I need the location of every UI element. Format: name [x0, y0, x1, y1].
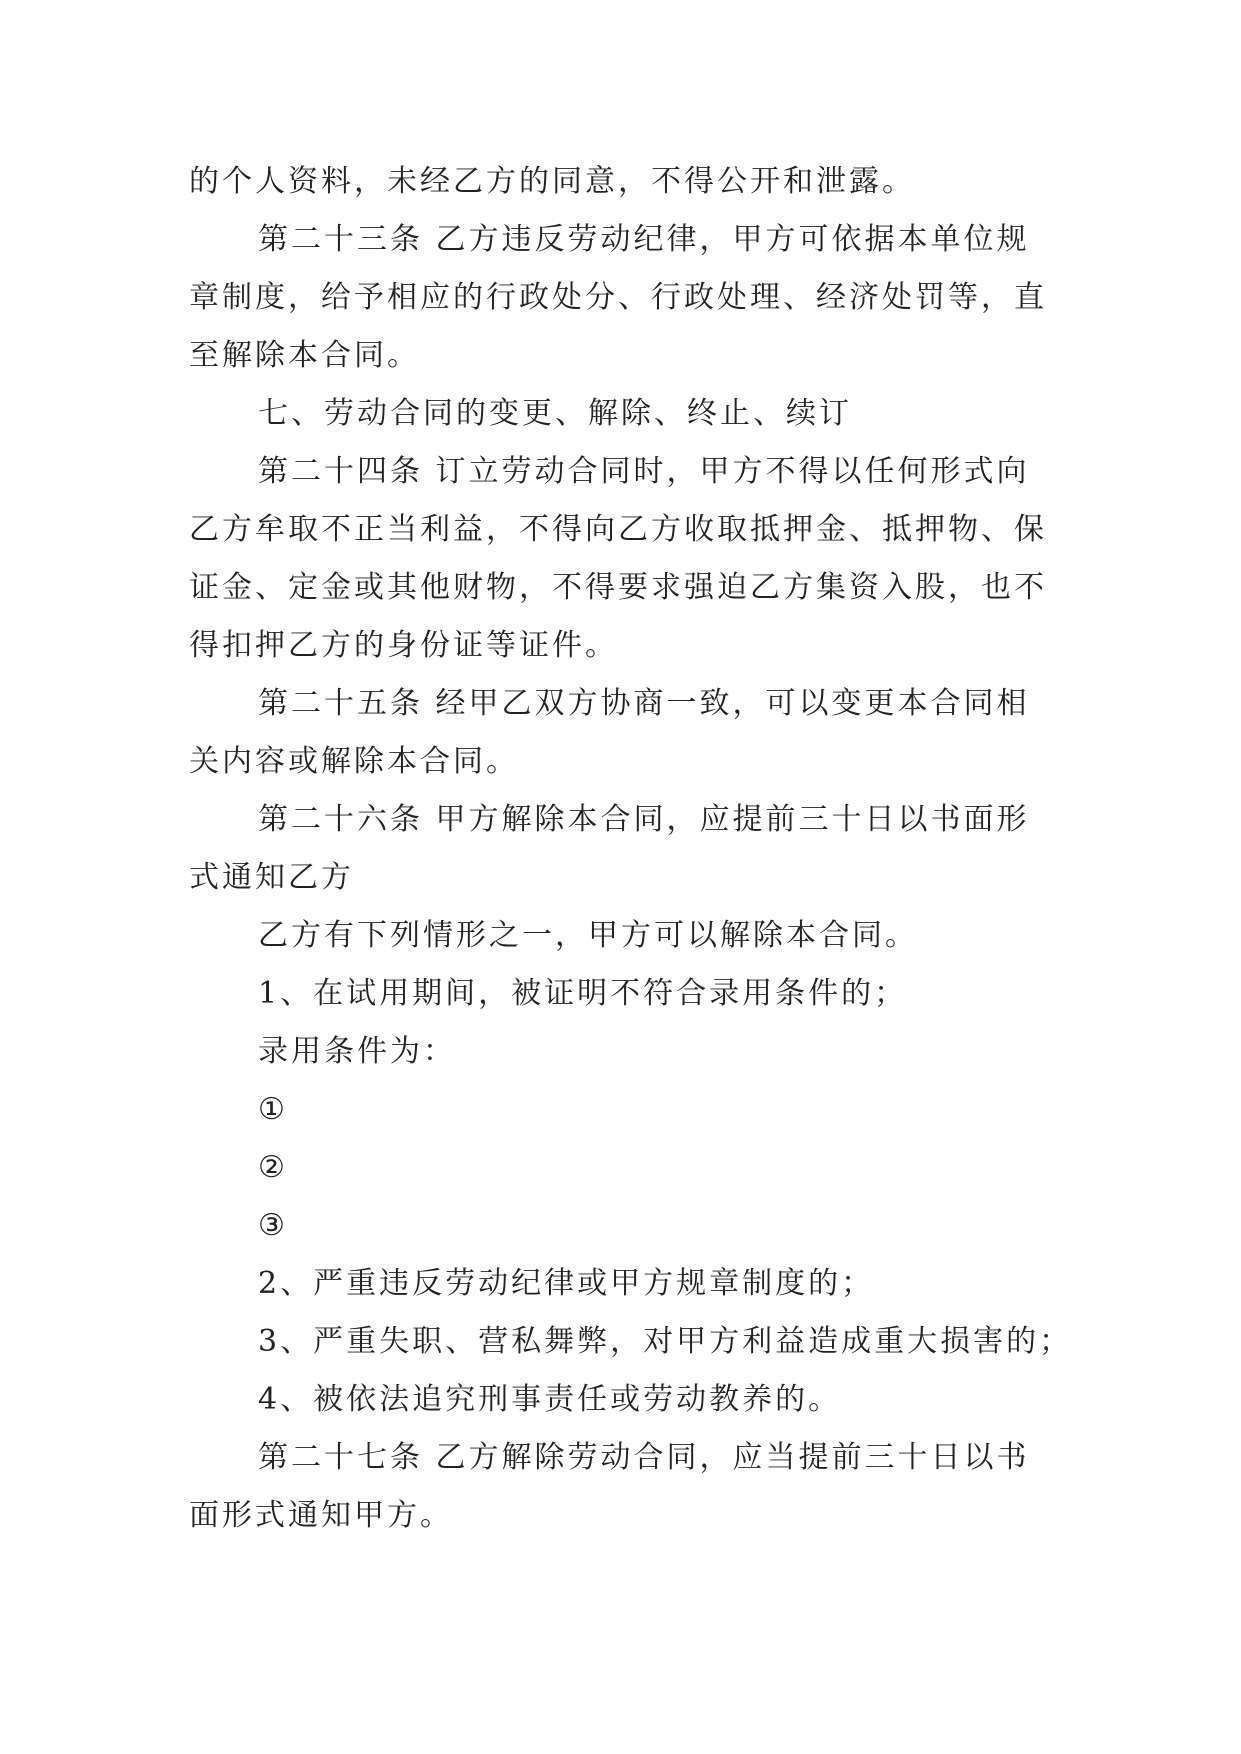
list-item: 3、严重失职、营私舞弊，对甲方利益造成重大损害的；	[258, 1324, 1073, 1359]
text-line: 证金、定金或其他财物，不得要求强迫乙方集资入股，也不	[189, 570, 1047, 605]
list-item: 1、在试用期间，被证明不符合录用条件的；	[258, 976, 908, 1011]
section-heading: 七、劳动合同的变更、解除、终止、续订	[258, 396, 852, 431]
condition-item: ③	[258, 1208, 288, 1243]
text-line: 乙方有下列情形之一，甲方可以解除本合同。	[258, 918, 918, 953]
text-line: 至解除本合同。	[189, 338, 420, 373]
text-line: 式通知乙方	[189, 860, 354, 895]
text-line: 得扣押乙方的身份证等证件。	[189, 628, 618, 663]
clause-27-line: 第二十七条 乙方解除劳动合同，应当提前三十日以书	[258, 1440, 1030, 1475]
text-line: 录用条件为：	[258, 1034, 456, 1069]
text-line: 面形式通知甲方。	[189, 1498, 453, 1533]
list-item: 2、严重违反劳动纪律或甲方规章制度的；	[258, 1266, 875, 1301]
text-line: 章制度，给予相应的行政处分、行政处理、经济处罚等，直	[189, 280, 1047, 315]
list-item: 4、被依法追究刑事责任或劳动教养的。	[258, 1382, 842, 1417]
condition-item: ②	[258, 1150, 288, 1185]
clause-25-line: 第二十五条 经甲乙双方协商一致，可以变更本合同相	[258, 686, 1030, 721]
text-line: 的个人资料，未经乙方的同意，不得公开和泄露。	[189, 164, 915, 199]
clause-23-line: 第二十三条 乙方违反劳动纪律，甲方可依据本单位规	[258, 222, 1030, 257]
text-line: 关内容或解除本合同。	[189, 744, 519, 779]
clause-24-line: 第二十四条 订立劳动合同时，甲方不得以任何形式向	[258, 454, 1030, 489]
text-line: 乙方牟取不正当利益，不得向乙方收取抵押金、抵押物、保	[189, 512, 1047, 547]
condition-item: ①	[258, 1092, 288, 1127]
clause-26-line: 第二十六条 甲方解除本合同，应提前三十日以书面形	[258, 802, 1030, 837]
